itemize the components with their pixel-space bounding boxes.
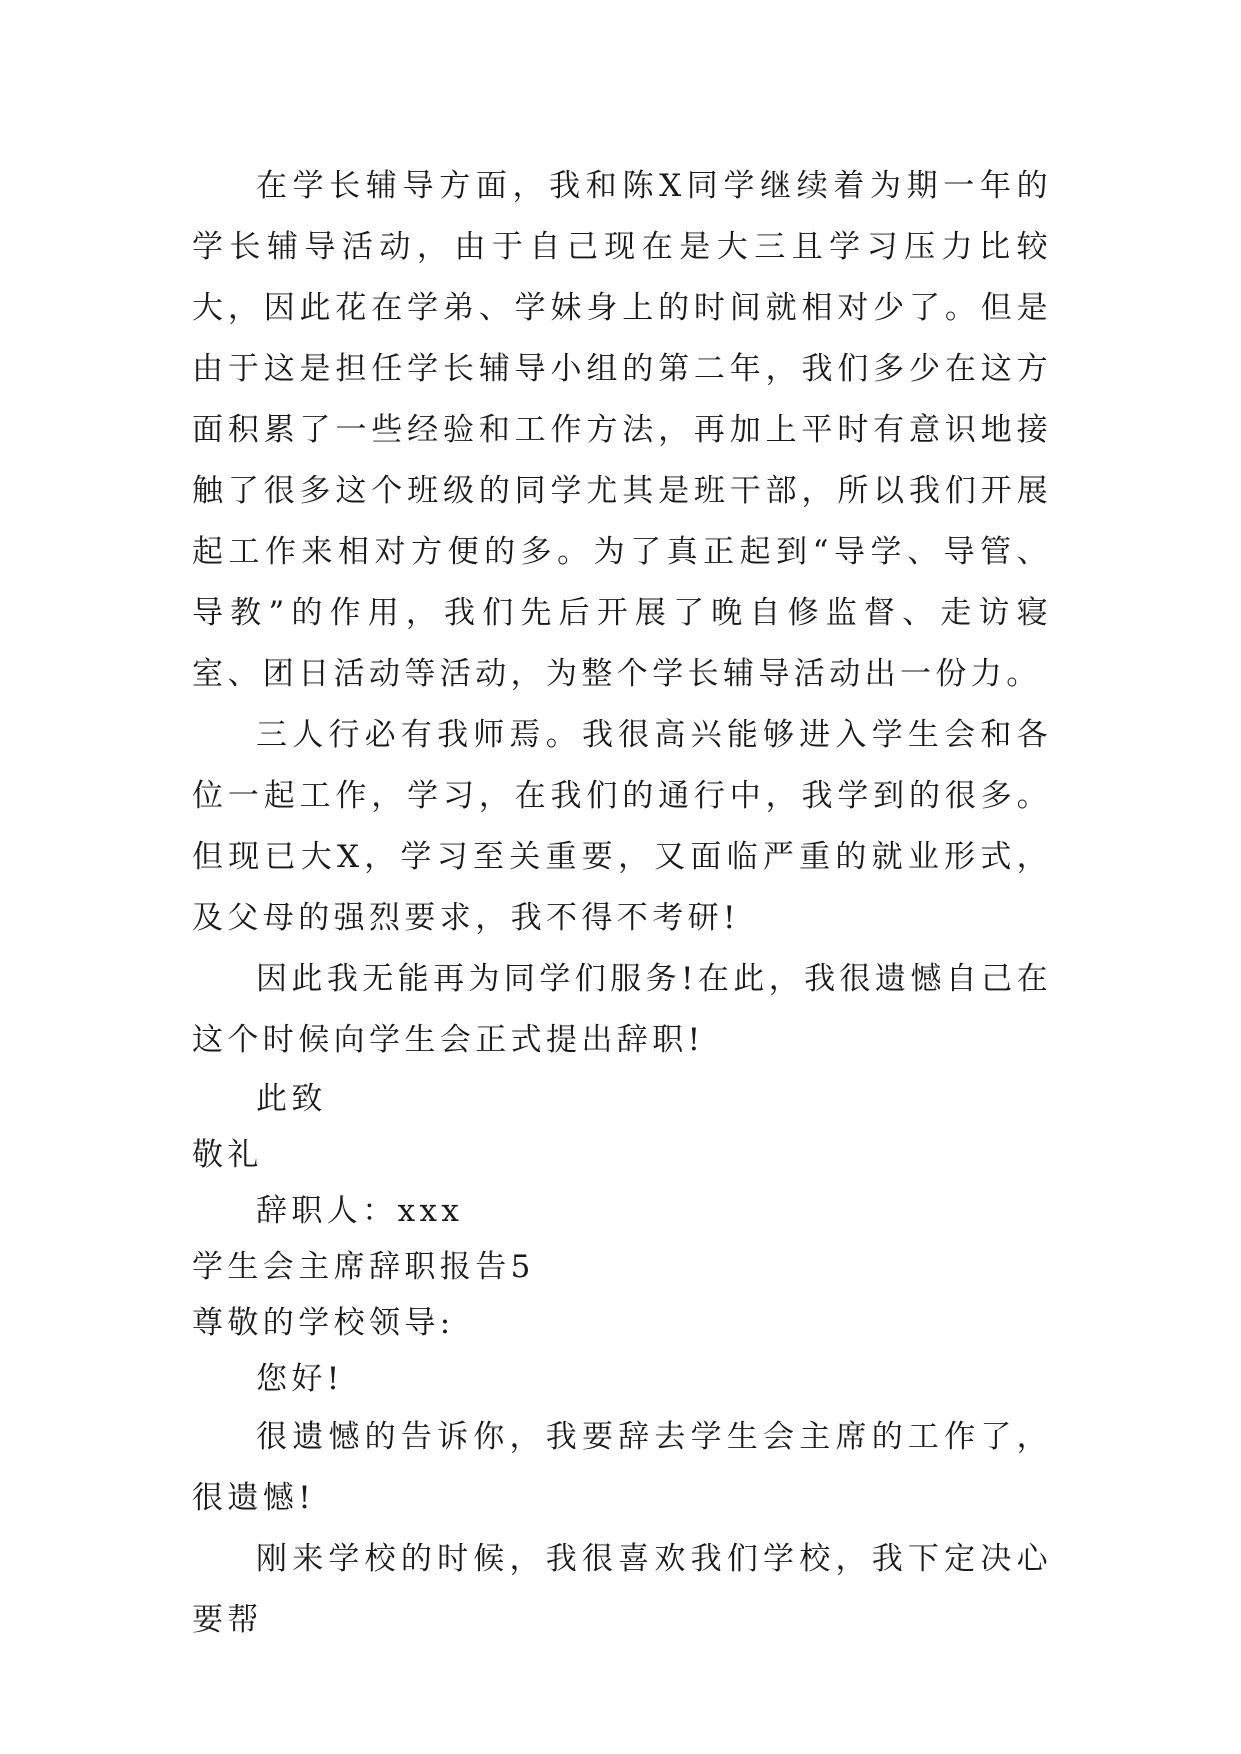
paragraph-mentoring: 在学长辅导方面，我和陈X同学继续着为期一年的学长辅导活动，由于自己现在是大三且学习压力比较大，因此花在学弟、学妹身上的时间就相对少了。但是由于这是担任学长辅导小组的第二年，我们多少在这方面积累了一些经验和工作方法，再加上平时有意识地接触了很多这个班级的同学尤其是班干部，所以我们开展起工作来相对方便的多。为了真正起到“导学、导管、导教”的作用，我们先后开展了晚自修监督、走访寝室、团日活动等活动，为整个学长辅导活动出一份力。 xyxy=(192,168,1052,692)
paragraph-reason: 三人行必有我师焉。我很高兴能够进入学生会和各位一起工作，学习，在我们的通行中，我学到的很多。但现已大X，学习至关重要，又面临严重的就业形式，及父母的强烈要求，我不得不考研! xyxy=(192,717,1052,936)
greeting: 您好! xyxy=(256,1361,344,1397)
paragraph-resignation: 因此我无能再为同学们服务!在此，我很遗憾自己在这个时候向学生会正式提出辞职! xyxy=(192,961,1052,1058)
closing-salutation: 此致 xyxy=(256,1081,327,1117)
closing-respect: 敬礼 xyxy=(192,1137,263,1173)
signature: 辞职人：xxx xyxy=(256,1193,464,1229)
section-title: 学生会主席辞职报告5 xyxy=(192,1249,535,1285)
paragraph-regret: 很遗憾的告诉你，我要辞去学生会主席的工作了，很遗憾! xyxy=(192,1419,1052,1516)
recipient: 尊敬的学校领导: xyxy=(192,1305,455,1341)
document-page xyxy=(192,156,1052,1651)
paragraph-school: 刚来学校的时候，我很喜欢我们学校，我下定决心要帮 xyxy=(192,1541,1052,1638)
